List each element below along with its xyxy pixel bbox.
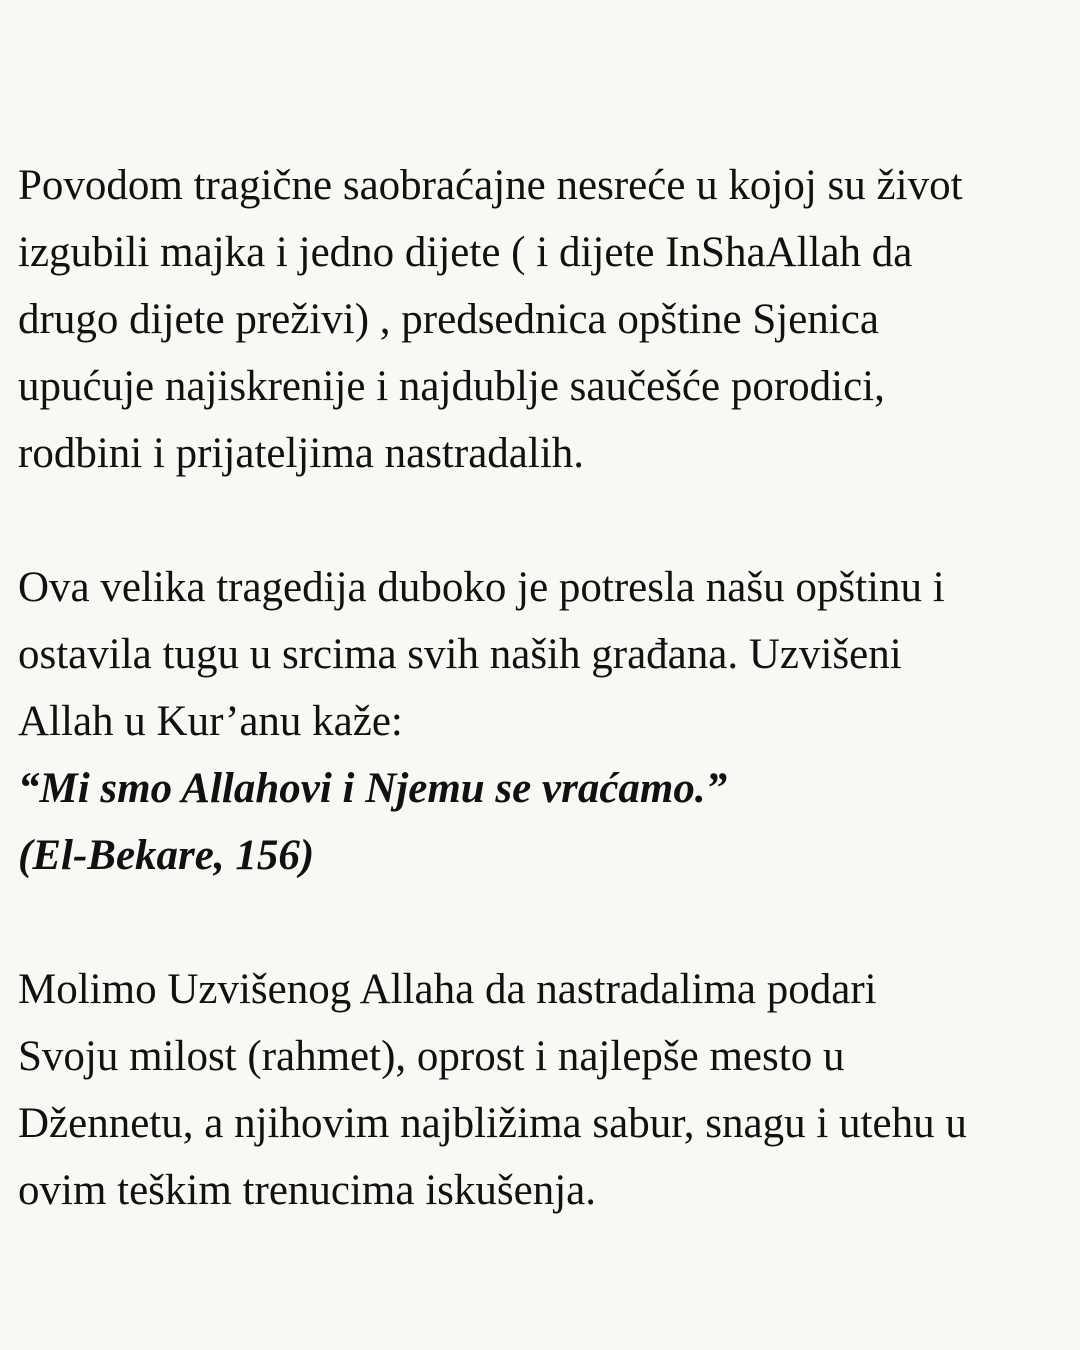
quran-quote: “Mi smo Allahovi i Njemu se vraćamo.” (18, 765, 728, 812)
text-line: ostavila tugu u srcima svih naših građana. Uzvišeni (18, 631, 902, 678)
text-line: Ova velika tragedija duboko je potresla našu opštinu i (18, 564, 945, 611)
text-line: upućuje najiskrenije i najdublje saučešće porodici, (18, 363, 885, 410)
text-line: Džennetu, a njihovim najbližima sabur, snagu i utehu u (18, 1100, 967, 1147)
text-line: ovim teškim trenucima iskušenja. (18, 1167, 597, 1214)
text-line: Allah u Kur’anu kaže: (18, 698, 403, 745)
paragraph-prayer (18, 956, 1068, 1224)
condolence-message (18, 152, 1068, 1224)
paragraph-spacer (18, 487, 1068, 554)
text-line: drugo dijete preživi) , predsednica opštine Sjenica (18, 296, 879, 343)
text-line: Svoju milost (rahmet), oprost i najlepše mesto u (18, 1033, 845, 1080)
paragraph-tragedy (18, 554, 1068, 889)
paragraph-condolence (18, 152, 1068, 487)
text-line: Molimo Uzvišenog Allaha da nastradalima podari (18, 966, 877, 1013)
quote-citation: (El-Bekare, 156) (18, 832, 315, 879)
paragraph-spacer (18, 889, 1068, 956)
text-line: rodbini i prijateljima nastradalih. (18, 430, 585, 477)
text-line: Povodom tragične saobraćajne nesreće u kojoj su život (18, 162, 963, 209)
text-line: izgubili majka i jedno dijete ( i dijete InShaAllah da (18, 229, 913, 276)
